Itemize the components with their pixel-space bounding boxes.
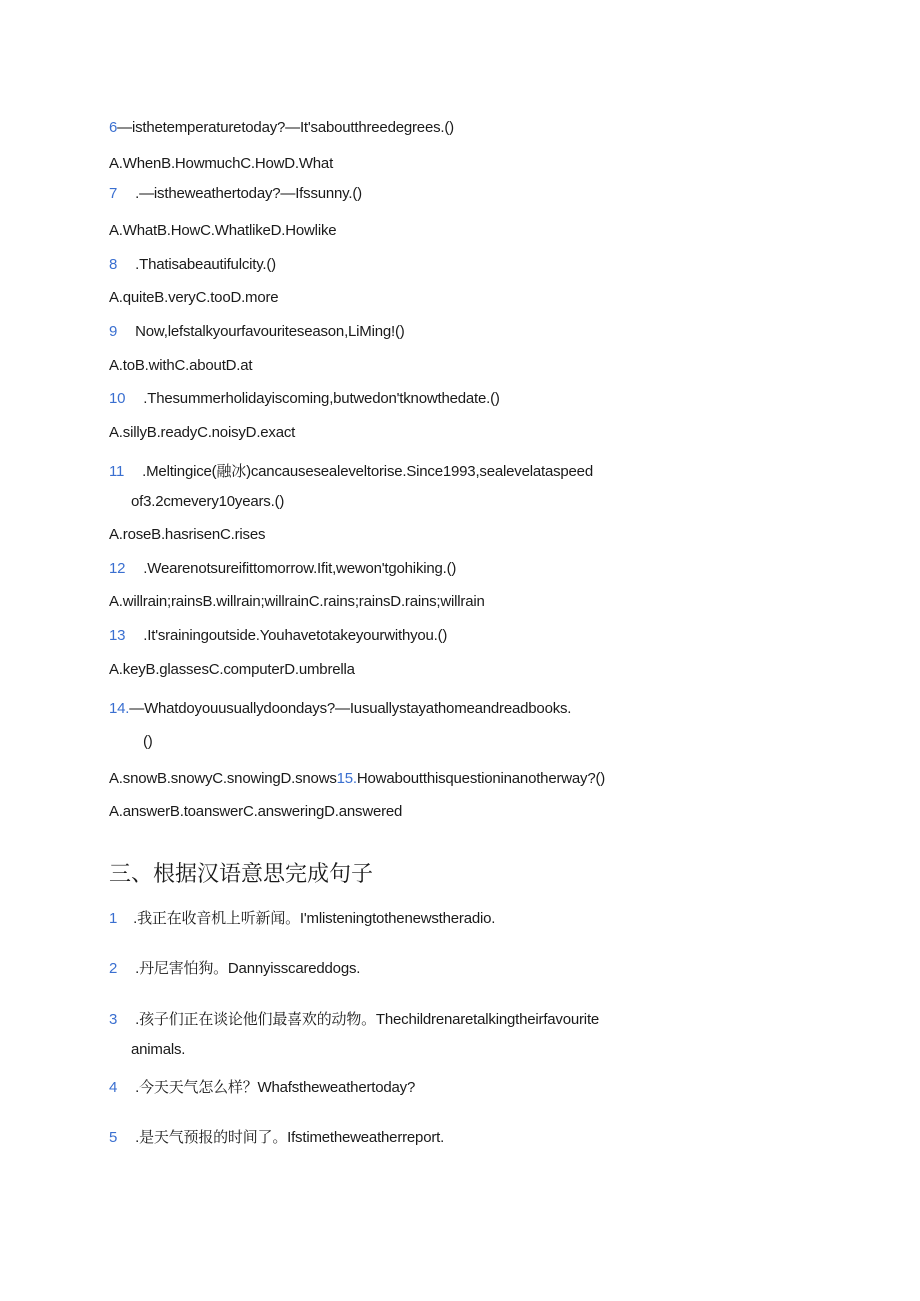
item-number: 2 [109, 960, 118, 977]
question-11-continuation: of3.2cmevery10years.() [131, 493, 285, 510]
question-text: —isthetemperaturetoday?—It'saboutthreedegrees.() [117, 119, 454, 136]
question-7-options: A.WhatB.HowC.WhatlikeD.Howlike [109, 222, 337, 239]
item-number: 3 [109, 1011, 118, 1028]
item-text: .丹尼害怕狗。Dannyisscareddogs. [135, 960, 361, 977]
question-number: 7 [109, 185, 118, 202]
question-15-options: A.answerB.toanswerC.answeringD.answered [109, 803, 403, 820]
question-9 [109, 322, 405, 342]
question-text: .—istheweathertoday?—Ifssunny.() [135, 185, 362, 202]
question-text: .It'srainingoutside.Youhavetotakeyourwithyou.() [143, 627, 448, 644]
translation-item-3 [109, 1010, 599, 1030]
question-number: 8 [109, 256, 118, 273]
item-text: .是天气预报的时间了。Ifstimetheweatherreport. [135, 1129, 445, 1146]
translation-item-4 [109, 1078, 415, 1098]
question-9-options: A.toB.withC.aboutD.at [109, 357, 253, 374]
question-number: 11 [109, 463, 125, 480]
question-8 [109, 255, 276, 275]
question-6-options: A.WhenB.HowmuchC.HowD.What [109, 155, 334, 172]
section-heading: 三、根据汉语意思完成句子 [109, 861, 374, 886]
question-number: 15. [336, 770, 357, 787]
question-12-options: A.willrain;rainsB.willrain;willrainC.rains;rainsD.rains;willrain [109, 593, 485, 610]
item-text: .我正在收音机上听新闻。I'mlisteningtothenewstheradio. [133, 910, 496, 927]
translation-item-3-continuation: animals. [131, 1041, 186, 1058]
question-number: 13 [109, 627, 126, 644]
item-number: 1 [109, 910, 118, 927]
question-11-options: A.roseB.hasrisenC.rises [109, 526, 266, 543]
question-text: .Meltingice(融冰)cancausesealeveltorise.Since1993,sealevelataspeed [142, 463, 593, 480]
question-10-options: A.sillyB.readyC.noisyD.exact [109, 424, 296, 441]
question-14-continuation: () [143, 733, 153, 750]
question-11 [109, 462, 593, 482]
question-12 [109, 559, 456, 579]
question-text: —Whatdoyouusuallydoondays?—Iusuallystayathomeandreadbooks. [129, 700, 572, 717]
question-number: 9 [109, 323, 118, 340]
question-10 [109, 389, 500, 409]
item-number: 5 [109, 1129, 118, 1146]
question-text: Howaboutthisquestioninanotherway?() [356, 770, 606, 787]
question-14-options: A.snowB.snowyC.snowingD.snows [109, 770, 337, 787]
item-text: .今天天气怎么样？Whafstheweathertoday? [135, 1079, 416, 1096]
question-text: .Wearenotsureifittomorrow.Ifit,wewon'tgohiking.() [143, 560, 457, 577]
question-text: .Thesummerholidayiscoming,butwedon'tknowthedate.() [143, 390, 500, 407]
item-number: 4 [109, 1079, 118, 1096]
question-number: 12 [109, 560, 126, 577]
question-number: 14. [109, 700, 130, 717]
question-text: Now,lefstalkyourfavouriteseason,LiMing!() [135, 323, 405, 340]
question-7 [109, 184, 362, 204]
translation-item-5 [109, 1128, 444, 1148]
question-number: 10 [109, 390, 126, 407]
question-8-options: A.quiteB.veryC.tooD.more [109, 289, 279, 306]
question-number: 6 [109, 119, 118, 136]
item-text: .孩子们正在谈论他们最喜欢的动物。Thechildrenaretalkingtheirfavourite [135, 1011, 600, 1028]
question-6 [109, 118, 454, 138]
translation-item-2 [109, 959, 360, 979]
question-14-options-and-question-15 [109, 769, 605, 789]
translation-item-1 [109, 909, 495, 929]
question-13-options: A.keyB.glassesC.computerD.umbrella [109, 661, 355, 678]
question-14 [109, 699, 571, 719]
question-text: .Thatisabeautifulcity.() [135, 256, 276, 273]
question-13 [109, 626, 447, 646]
